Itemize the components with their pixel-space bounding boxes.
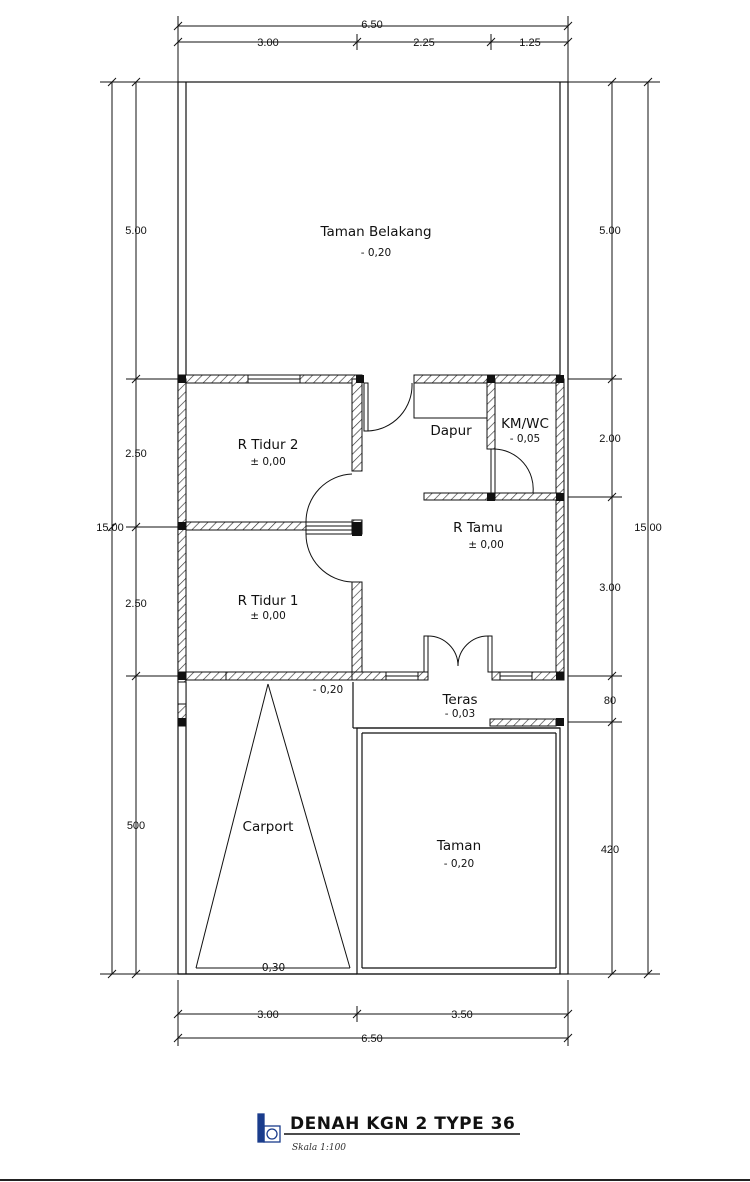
room-teras-name: Teras bbox=[442, 692, 478, 708]
dim-top-total: 6.50 bbox=[361, 19, 383, 31]
dim-top-seg-3: 1.25 bbox=[519, 37, 541, 49]
dim-right-seg-3: 3.00 bbox=[599, 582, 621, 594]
dim-bottom-seg-2: 3.50 bbox=[451, 1009, 473, 1021]
dim-bottom-seg-1: 3.00 bbox=[257, 1009, 279, 1021]
title-block bbox=[258, 1114, 520, 1153]
room-dapur-name: Dapur bbox=[430, 423, 472, 439]
dim-left-seg-4: 500 bbox=[126, 820, 146, 832]
room-labels bbox=[238, 224, 549, 974]
dim-right-seg-1: 5.00 bbox=[599, 225, 621, 237]
drawing-title: DENAH KGN 2 TYPE 36 bbox=[290, 1114, 516, 1134]
logo-icon bbox=[258, 1114, 280, 1142]
room-tidur-1-level: ± 0,00 bbox=[250, 610, 286, 622]
room-carport-name: Carport bbox=[242, 819, 294, 835]
dim-bottom-total: 6.50 bbox=[361, 1033, 383, 1045]
room-carport-level-top: - 0,20 bbox=[312, 684, 344, 696]
dim-left-seg-1: 5.00 bbox=[125, 225, 147, 237]
dim-left-seg-2: 2.50 bbox=[125, 448, 147, 460]
room-tidur-2-level: ± 0,00 bbox=[250, 456, 286, 468]
room-carport-level-bottom: - 0,30 bbox=[254, 962, 286, 974]
room-tidur-1-name: R Tidur 1 bbox=[237, 593, 299, 609]
room-tidur-2-name: R Tidur 2 bbox=[237, 437, 299, 453]
dim-top-seg-2: 2.25 bbox=[413, 37, 435, 49]
dim-right-seg-5: 420 bbox=[600, 844, 620, 856]
dim-right-total: 15.00 bbox=[634, 522, 662, 534]
drawing-scale: Skala 1:100 bbox=[292, 1143, 347, 1153]
room-km-wc-level: - 0,05 bbox=[509, 433, 541, 445]
room-taman-belakang-name: Taman Belakang bbox=[320, 224, 432, 240]
dim-right-seg-2: 2.00 bbox=[599, 433, 621, 445]
dim-top-seg-1: 3.00 bbox=[257, 37, 279, 49]
room-teras-level: - 0,03 bbox=[444, 708, 476, 720]
room-tamu-name: R Tamu bbox=[453, 520, 503, 536]
room-taman-belakang-level: - 0,20 bbox=[360, 247, 392, 259]
room-taman-name: Taman bbox=[436, 838, 482, 854]
room-km-wc-name: KM/WC bbox=[501, 416, 549, 432]
dim-left-seg-3: 2.50 bbox=[125, 598, 147, 610]
room-tamu-level: ± 0,00 bbox=[468, 539, 504, 551]
room-taman-level: - 0,20 bbox=[443, 858, 475, 870]
dim-right-seg-4: 80 bbox=[603, 695, 617, 707]
dim-left-total: 15.00 bbox=[96, 522, 124, 534]
